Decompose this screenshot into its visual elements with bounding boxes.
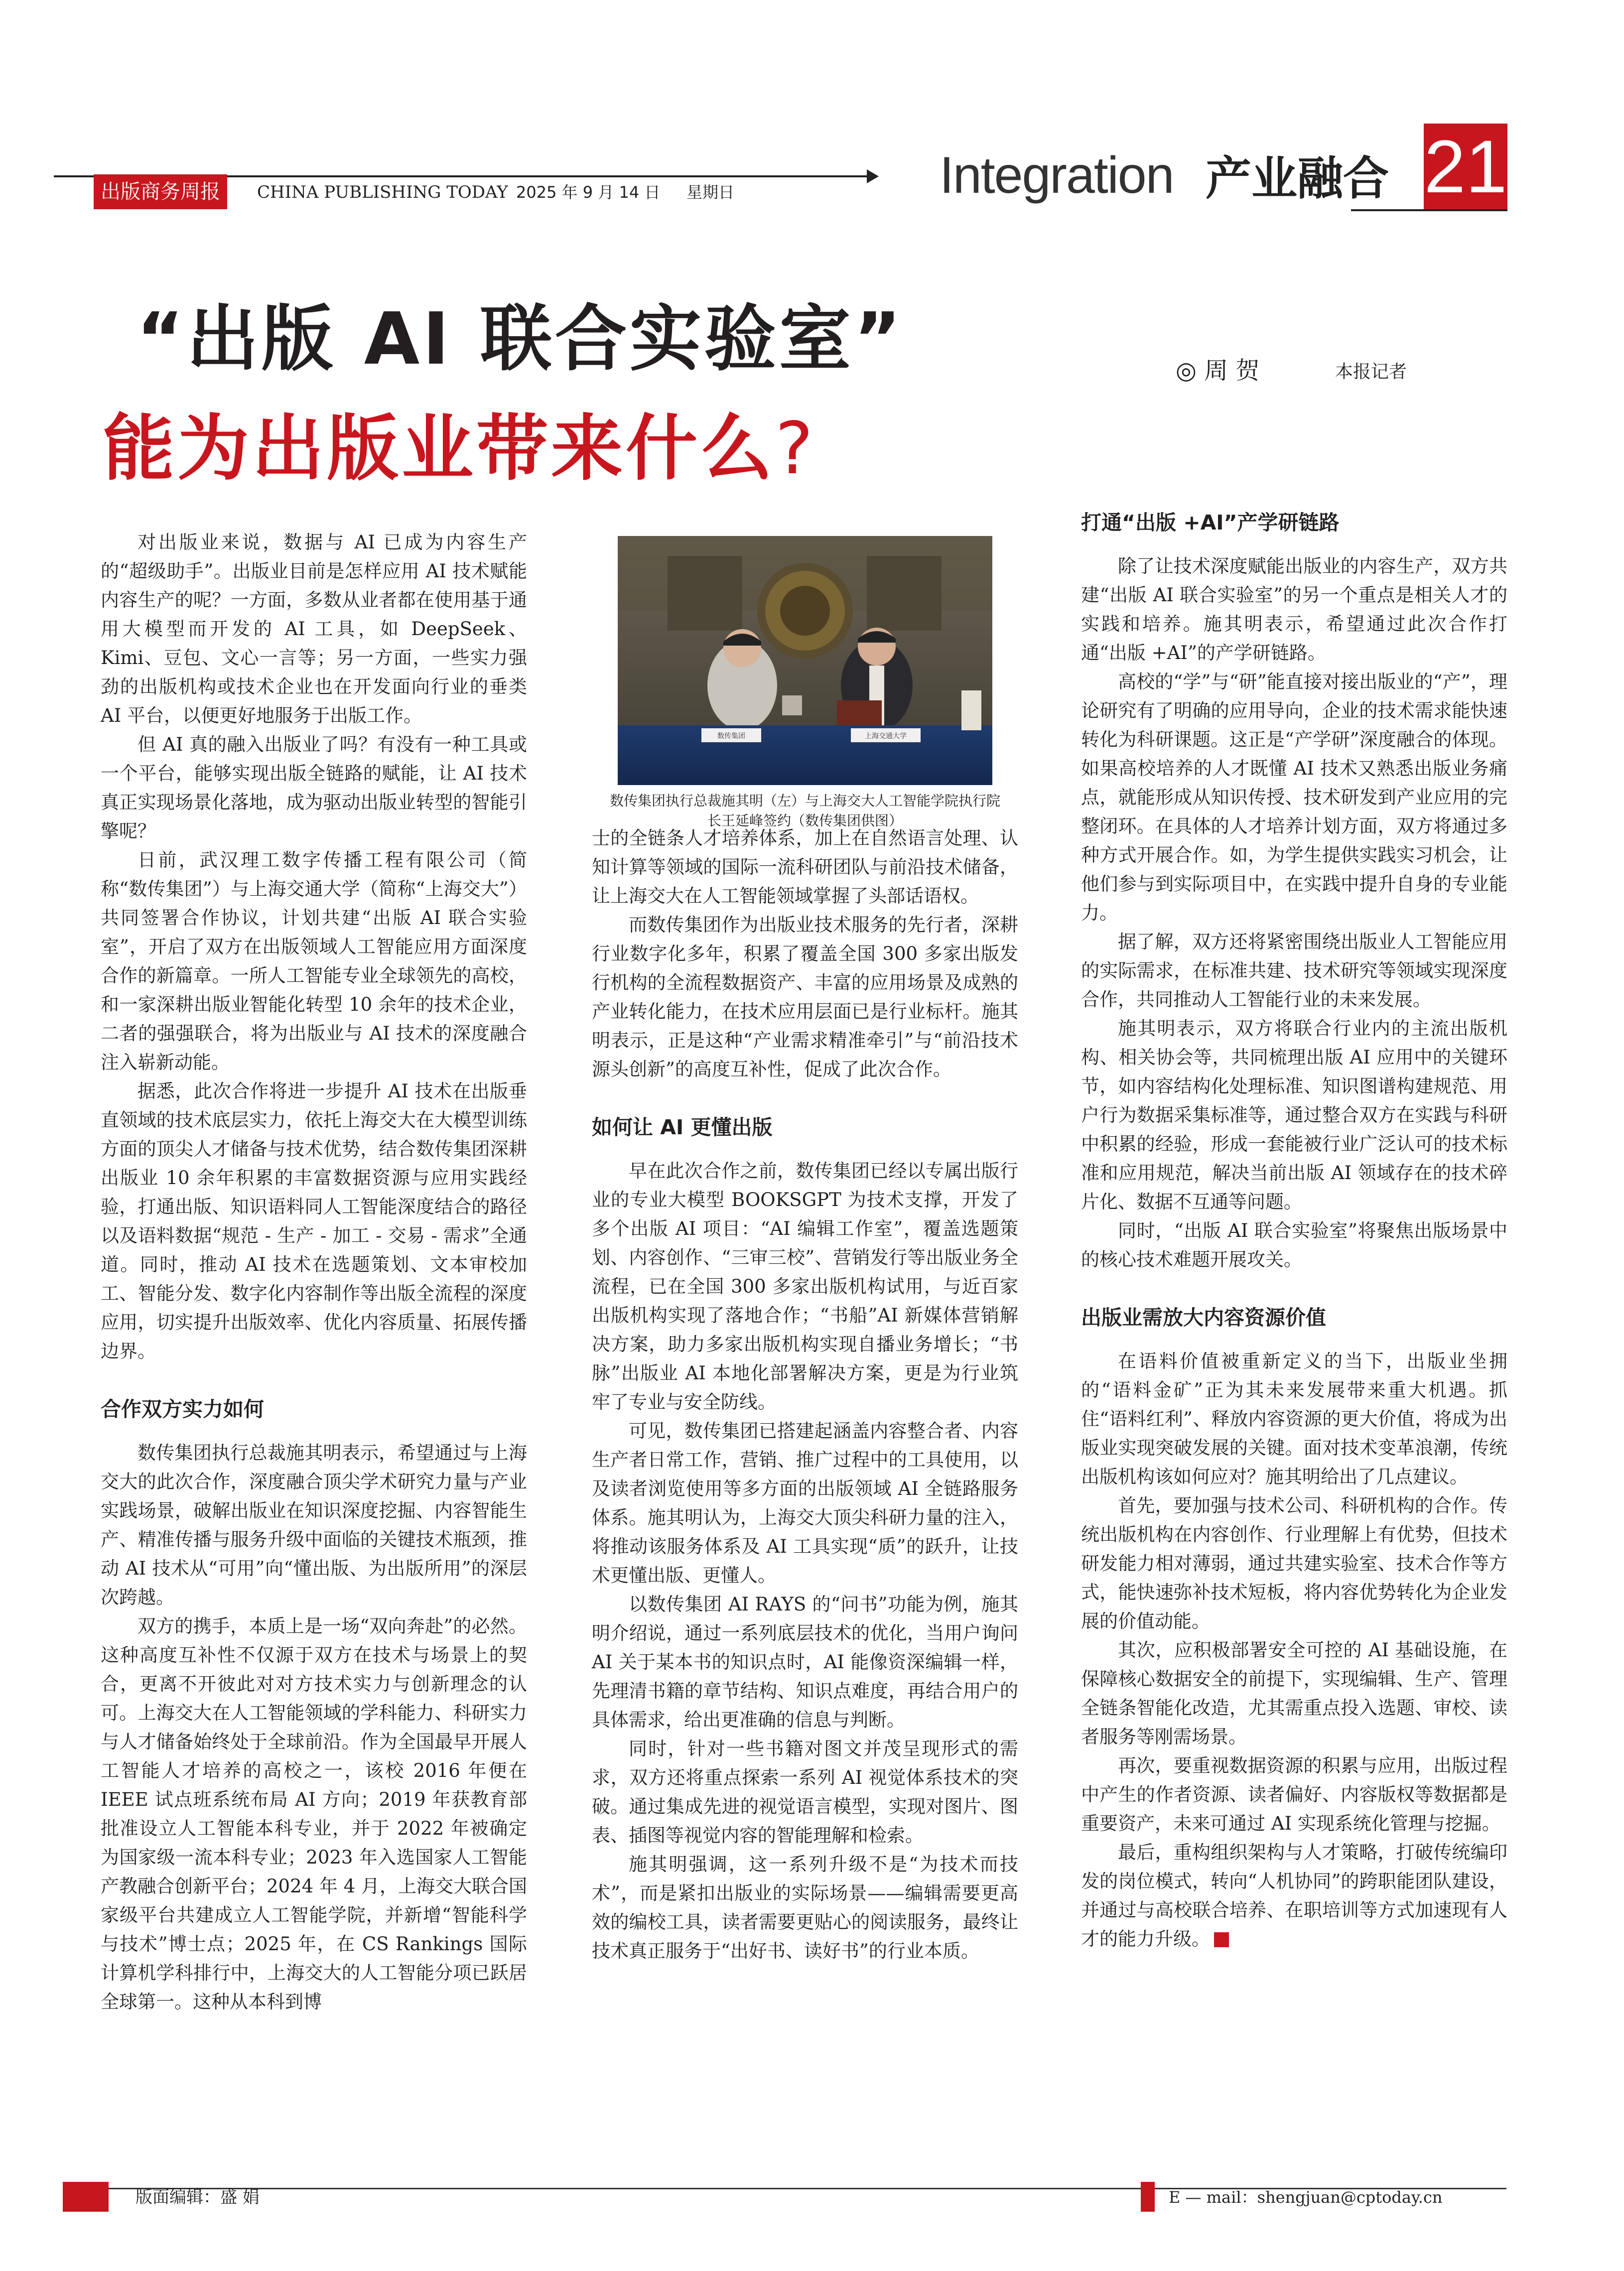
signing-photo [618,536,992,785]
paragraph: 早在此次合作之前，数传集团已经以专属出版行业的专业大模型 BOOKSGPT 为技术支撑，开发了多个出版 AI 项目：“AI 编辑工作室”，覆盖选题策划、内容创作、“三审三校”、营销发行等出版业务全流程，已在全国 300 多家出版机构试用，与近百家出版机构实现了落地合作；“书船”AI 新媒体营销解决方案，助力多家出版机构实现自播业务增长；“书脉”出版业 AI 本地化部署解决方案，更是为行业筑牢了专业与安全防线。 [592,1160,1018,1413]
footer-accent-right [1141,2182,1155,2212]
paper-name-en: CHINA PUBLISHING TODAY [257,182,508,202]
paragraph: 数传集团执行总裁施其明表示，希望通过与上海交大的此次合作，深度融合顶尖学术研究力量与产业实践场景，破解出版业在知识深度挖掘、内容智能生产、精准传播与服务升级中面临的关键技术瓶颈，推动 AI 技术从“可用”向“懂出版、为出版所用”的深层次跨越。 [101,1442,527,1608]
section-title-zh: 产业融合 [1206,152,1389,205]
photo-banner-right: 上海交通大学 [865,732,907,740]
photo-caption-line-1: 数传集团执行总裁施其明（左）与上海交大人工智能学院执行院 [609,793,1000,809]
footer-email: E — mail：shengjuan@cptoday.cn [1169,2188,1443,2207]
photo-banner-left: 数传集团 [717,732,745,740]
paragraph: 士的全链条人才培养体系，加上在自然语言处理、认知计算等领域的国际一流科研团队与前沿技术储备，让上海交大在人工智能领域掌握了头部话语权。 [592,827,1018,907]
footer-editor: 版面编辑：盛 娟 [135,2187,260,2207]
paragraph: 施其明强调，这一系列升级不是“为技术而技术”，而是紧扣出版业的实际场景——编辑需要更高效的编校工具，读者需要更贴心的阅读服务，最终让技术真正服务于“出好书、读好书”的行业本质。 [592,1854,1018,1962]
issue-date: 2025 年 9 月 14 日 [516,183,661,202]
headline-line-2 [103,399,816,498]
headline-line-2-text: 能为出版业带来什么 [103,406,776,490]
article-column-2 [592,824,1018,1966]
paragraph: 但 AI 真的融入出版业了吗？有没有一种工具或一个平台，能够实现出版全链路的赋能，让 AI 技术真正实现场景化落地，成为驱动出版业转型的智能引擎呢？ [101,734,527,842]
photo-caption-line-2: 长王延峰签约（数传集团供图） [707,812,903,829]
paragraph: 据悉，此次合作将进一步提升 AI 技术在出版垂直领域的技术底层实力，依托上海交大在大模型训练方面的顶尖人才储备与技术优势，结合数传集团深耕出版业 10 余年积累的丰富数据资源与应用实践经验，打通出版、知识语料同人工智能深度结合的路径以及语料数据“规范 - 生产 - 加工 - 交易 - 需求”全通道。同时，推动 AI 技术在选题策划、文本审校加工、智能分发、数字化内容制作等出版全流程的深度应用，切实提升出版效率、优化内容质量、拓展传播边界。 [101,1080,527,1362]
section-title-en: Integration [940,146,1174,204]
subheading: 出版业需放大内容资源价值 [1081,1306,1326,1330]
paragraph: 可见，数传集团已搭建起涵盖内容整合者、内容生产者日常工作，营销、推广过程中的工具使用，以及读者浏览使用等多方面的出版领域 AI 全链路服务体系。施其明认为，上海交大顶尖科研力量的注入，将推动该服务体系及 AI 工具实现“质”的跃升，让技术更懂出版、更懂人。 [592,1420,1018,1586]
paragraph: 对出版业来说，数据与 AI 已成为内容生产的“超级助手”。出版业目前是怎样应用 AI 技术赋能内容生产的呢？一方面，多数从业者都在使用基于通用大模型而开发的 AI 工具，如 DeepSeek、Kimi、豆包、文心一言等；另一方面，一些实力强劲的出版机构或技术企业也在开发面向行业的垂类 AI 平台，以便更好地服务于出版工作。 [101,532,527,726]
footer-accent-left [63,2182,109,2212]
paragraph: 再次，要重视数据资源的积累与应用，出版过程中产生的作者资源、读者偏好、内容版权等数据都是重要资产，未来可通过 AI 实现系统化管理与挖掘。 [1081,1755,1507,1834]
article-column-1 [101,528,527,2016]
paragraph: 施其明表示，双方将联合行业内的主流出版机构、相关协会等，共同梳理出版 AI 应用中的关键环节，如内容结构化处理标准、知识图谱构建规范、用户行为数据采集标准等，通过整合双方在实践与科研中积累的经验，形成一套能被行业广泛认可的技术标准和应用规范，解决当前出版 AI 领域存在的技术碎片化、数据不互通等问题。 [1081,1018,1507,1212]
paragraph: 同时，“出版 AI 联合实验室”将聚焦出版场景中的核心技术难题开展攻关。 [1081,1220,1507,1270]
paragraph: 而数传集团作为出版业技术服务的先行者，深耕行业数字化多年，积累了覆盖全国 300 多家出版发行机构的全流程数据资产、丰富的应用场景及成熟的产业转化能力，在技术应用层面已是行业标杆。施其明表示，正是这种“产业需求精准牵引”与“前沿技术源头创新”的高度互补性，促成了此次合作。 [592,914,1018,1080]
issue-weekday: 星期日 [686,183,735,202]
paragraph: 同时，针对一些书籍对图文并茂呈现形式的需求，双方还将重点探索一系列 AI 视觉体系技术的突破。通过集成先进的视觉语言模型，实现对图片、图表、插图等视觉内容的智能理解和检索。 [592,1738,1018,1846]
subheading: 如何让 AI 更懂出版 [592,1115,773,1139]
paragraph: 其次，应积极部署安全可控的 AI 基础设施，在保障核心数据安全的前提下，实现编辑、生产、管理全链条智能化改造，尤其需重点投入选题、审校、读者服务等刚需场景。 [1081,1639,1507,1747]
byline: ◎ 周 贺 [1176,357,1260,385]
paragraph: 双方的携手，本质上是一场“双向奔赴”的必然。这种高度互补性不仅源于双方在技术与场景上的契合，更离不开彼此对对方技术实力与创新理念的认可。上海交大在人工智能领域的学科能力、科研实力与人才储备始终处于全球前沿。作为全国最早开展人工智能人才培养的高校之一，该校 2016 年便在 IEEE 试点班系统布局 AI 方向；2019 年获教育部批准设立人工智能本科专业，并于 2022 年被确定为国家级一流本科专业；2023 年入选国家人工智能产教融合创新平台；2024 年 4 月，上海交大联合国家级平台共建成立人工智能学院，并新增“智能科学与技术”博士点；2025 年，在 CS Rankings 国际计算机学科排行中，上海交大的人工智能分项已跃居全球第一。这种从本科到博 [101,1615,527,2012]
paragraph: 据了解，双方还将紧密围绕出版业人工智能应用的实际需求，在标准共建、技术研究等领域实现深度合作，共同推动人工智能行业的未来发展。 [1081,931,1507,1010]
headline-question-mark: ? [775,406,816,490]
subheading: 打通“出版 +AI”产学研链路 [1081,511,1340,534]
page-number: 21 [1424,125,1507,208]
byline-role: 本报记者 [1335,362,1407,382]
paragraph [1081,1838,1507,1954]
paragraph: 高校的“学”与“研”能直接对接出版业的“产”，理论研究有了明确的应用导向，企业的技术需求能快速转化为科研课题。这正是“产学研”深度融合的体现。如果高校培养的人才既懂 AI 技术又熟悉出版业务痛点，就能形成从知识传授、技术研发到产业应用的完整闭环。在具体的人才培养计划方面，双方将通过多种方式开展合作。如，为学生提供实践实习机会，让他们参与到实际项目中，在实践中提升自身的专业能力。 [1081,671,1507,924]
paragraph-text: 最后，重构组织架构与人才策略，打破传统编印发的岗位模式，转向“人机协同”的跨职能团队建设，并通过与高校联合培养、在职培训等方式加速现有人才的能力升级。 [1081,1842,1507,1950]
article-end-mark [1214,1932,1229,1947]
paragraph: 除了让技术深度赋能出版业的内容生产，双方共建“出版 AI 联合实验室”的另一个重点是相关人才的实践和培养。施其明表示，希望通过此次合作打通“出版 +AI”的产学研链路。 [1081,555,1507,664]
subheading: 合作双方实力如何 [101,1397,264,1421]
article-column-3 [1081,508,1507,1954]
masthead-arrow [867,169,879,183]
headline-line-1: “出版 AI 联合实验室” [136,297,904,381]
paper-name: 出版商务周报 [94,174,227,209]
paragraph: 日前，武汉理工数字传播工程有限公司（简称“数传集团”）与上海交通大学（简称“上海交大”）共同签署合作协议，计划共建“出版 AI 联合实验室”，开启了双方在出版领域人工智能应用方面深度合作的新篇章。一所人工智能专业全球领先的高校，和一家深耕出版业智能化转型 10 余年的技术企业，二者的强强联合，将为出版业与 AI 技术的深度融合注入崭新动能。 [101,849,527,1073]
paragraph: 在语料价值被重新定义的当下，出版业坐拥的“语料金矿”正为其未来发展带来重大机遇。抓住“语料红利”、释放内容资源的更大价值，将成为出版业实现突破发展的关键。面对技术变革浪潮，传统出版机构该如何应对？施其明给出了几点建议。 [1081,1350,1507,1487]
paragraph: 首先，要加强与技术公司、科研机构的合作。传统出版机构在内容创作、行业理解上有优势，但技术研发能力相对薄弱，通过共建实验室、技术合作等方式，能快速弥补技术短板，将内容优势转化为企业发展的价值动能。 [1081,1495,1507,1632]
paragraph: 以数传集团 AI RAYS 的“问书”功能为例，施其明介绍说，通过一系列底层技术的优化，当用户询问 AI 关于某本书的知识点时，AI 能像资深编辑一样，先理清书籍的章节结构、知识点难度，再结合用户的具体需求，给出更准确的信息与判断。 [592,1594,1018,1731]
